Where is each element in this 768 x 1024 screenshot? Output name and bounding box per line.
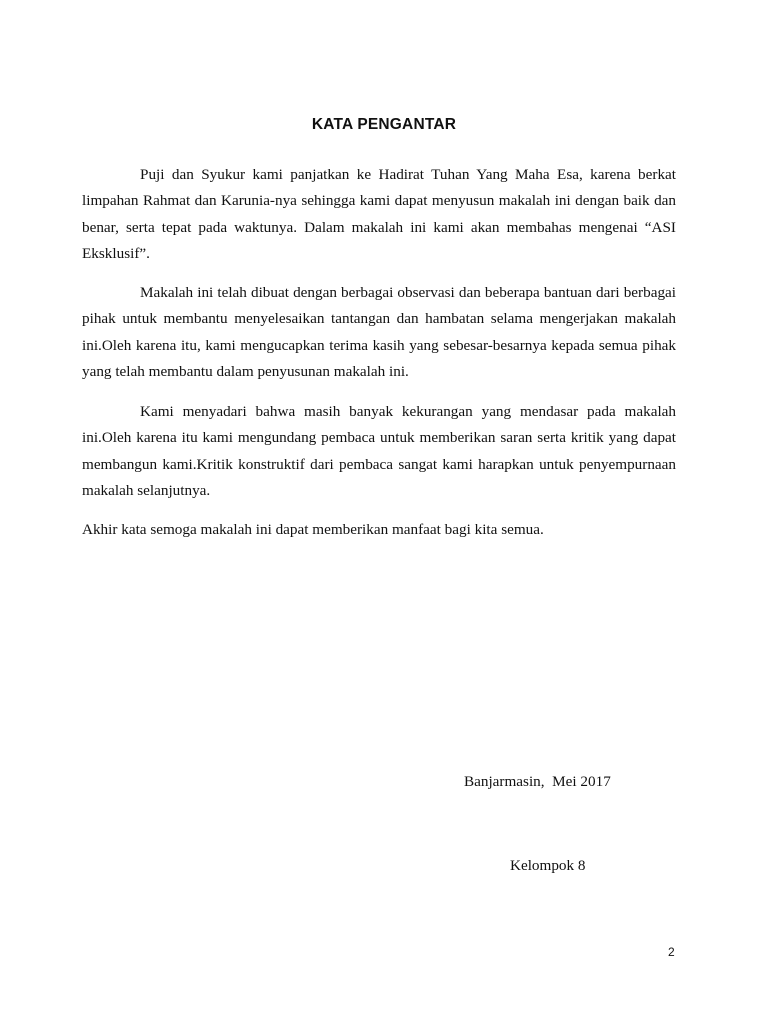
page-title: KATA PENGANTAR (311, 116, 457, 133)
paragraph-3: Kami menyadari bahwa masih banyak kekurangan yang mendasar pada makalah ini.Oleh karena itu kami mengundang pembaca untuk memberikan saran serta kritik yang dapat membangun kami.Kritik konstruktif dari pembaca sangat kami harapkan untuk penyempurnaan makalah selanjutnya. (82, 403, 676, 499)
paragraph-2-block (82, 280, 676, 385)
paragraph-3-block (82, 399, 676, 504)
paragraph-2: Makalah ini telah dibuat dengan berbagai observasi dan beberapa bantuan dari berbagai pihak untuk membantu menyelesaikan tantangan dan hambatan selama mengerjakan makalah ini.Oleh karena itu, kami mengucapkan terima kasih yang sebesar-besarnya kepada semua pihak yang telah membantu dalam penyusunan makalah ini. (82, 284, 676, 380)
paragraph-1: Puji dan Syukur kami panjatkan ke Hadirat Tuhan Yang Maha Esa, karena berkat limpahan Rahmat dan Karunia-nya sehingga kami dapat menyusun makalah ini dengan baik dan benar, serta tepat pada waktunya. Dalam makalah ini kami akan membahas mengenai “ASI Eksklusif”. (82, 166, 676, 262)
author-signature: Kelompok 8 (510, 857, 586, 874)
paragraph-4-block (82, 517, 676, 543)
paragraph-4: Akhir kata semoga makalah ini dapat memberikan manfaat bagi kita semua. (82, 521, 544, 538)
page-number: 2 (668, 945, 675, 959)
paragraph-1-block (82, 162, 676, 267)
place-date: Banjarmasin, Mei 2017 (464, 773, 611, 790)
